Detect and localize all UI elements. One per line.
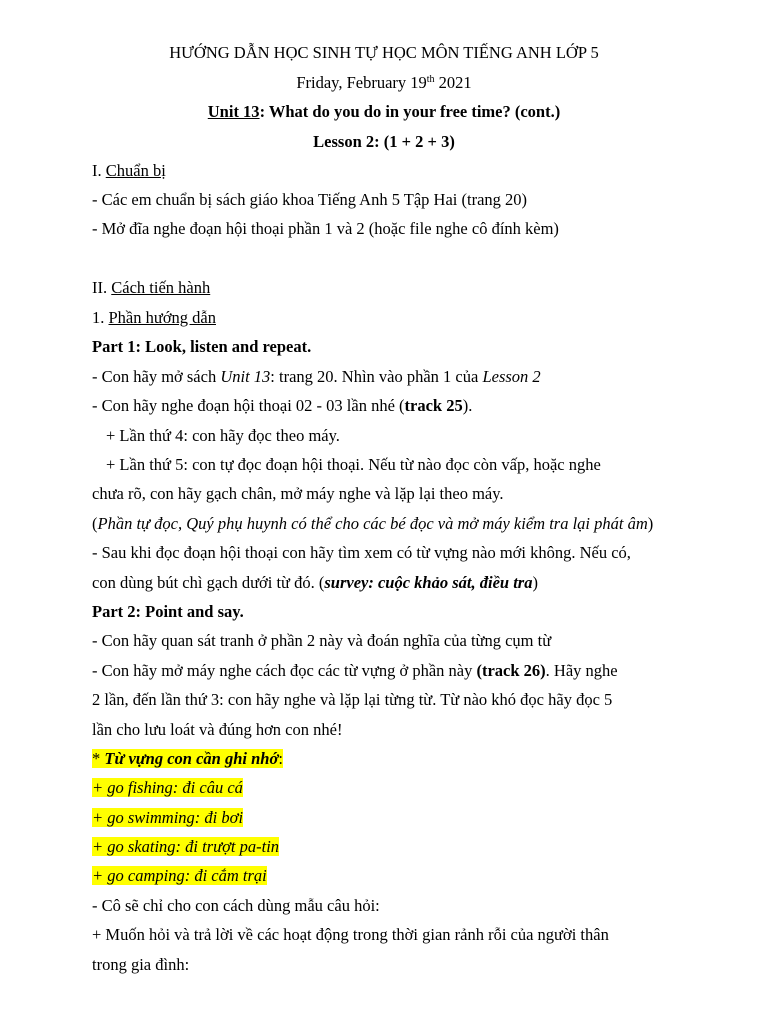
closing-line: trong gia đình: (92, 955, 190, 974)
part-1-line: chưa rõ, con hãy gạch chân, mở máy nghe và lặp lại theo máy. (92, 484, 504, 503)
vocab-item: + go skating: đi trượt pa-tin (92, 837, 280, 856)
vocab-heading: * Từ vựng con cần ghi nhớ: (92, 749, 283, 768)
section-2-heading: II. Cách tiến hành (92, 278, 211, 297)
part-1-line: - Con hãy mở sách Unit 13: trang 20. Nhìn vào phần 1 của Lesson 2 (92, 367, 541, 386)
part-1-line: + Lần thứ 5: con tự đọc đoạn hội thoại. Nếu từ nào đọc còn vấp, hoặc nghe (106, 455, 601, 474)
part-2-heading: Part 2: Point and say. (92, 602, 244, 621)
part-2-line: - Con hãy mở máy nghe cách đọc các từ vựng ở phần này (track 26). Hãy nghe (92, 661, 618, 680)
subsection-heading: 1. Phần hướng dẫn (92, 308, 216, 327)
part-1-line: - Sau khi đọc đoạn hội thoại con hãy tìm xem có từ vựng nào mới không. Nếu có, (92, 543, 631, 562)
part-1-line: + Lần thứ 4: con hãy đọc theo máy. (106, 426, 340, 445)
part-2-line: - Con hãy quan sát tranh ở phần 2 này và đoán nghĩa của từng cụm từ (92, 631, 552, 650)
closing-line: + Muốn hỏi và trả lời về các hoạt động trong thời gian rảnh rỗi của người thân (92, 925, 609, 944)
part-1-heading: Part 1: Look, listen and repeat. (92, 337, 312, 356)
part-2-line: 2 lần, đến lần thứ 3: con hãy nghe và lặp lại từng từ. Từ nào khó đọc hãy đọc 5 (92, 690, 613, 709)
vocab-item: + go fishing: đi câu cá (92, 778, 243, 797)
section-1-item: - Mở đĩa nghe đoạn hội thoại phần 1 và 2 (hoặc file nghe cô đính kèm) (92, 219, 559, 238)
unit-heading: Unit 13: What do you do in your free time? (cont.) (207, 102, 561, 121)
section-1-item: - Các em chuẩn bị sách giáo khoa Tiếng Anh 5 Tập Hai (trang 20) (92, 190, 528, 209)
part-2-line: lần cho lưu loát và đúng hơn con nhé! (92, 720, 343, 739)
vocab-item: + go swimming: đi bơi (92, 808, 244, 827)
lesson-heading: Lesson 2: (1 + 2 + 3) (313, 132, 455, 151)
parent-note: (Phần tự đọc, Quý phụ huynh có thể cho các bé đọc và mở máy kiểm tra lại phát âm) (92, 514, 654, 533)
section-1-heading: I. Chuẩn bị (92, 161, 166, 180)
part-1-line: con dùng bút chì gạch dưới từ đó. (survey: cuộc khảo sát, điều tra) (92, 573, 538, 592)
closing-line: - Cô sẽ chỉ cho con cách dùng mẫu câu hỏi: (92, 896, 380, 915)
document-title: HƯỚNG DẪN HỌC SINH TỰ HỌC MÔN TIẾNG ANH LỚP 5 (169, 43, 599, 62)
lesson-date: Friday, February 19th 2021 (296, 73, 472, 92)
vocab-item: + go camping: đi cắm trại (92, 866, 267, 885)
part-1-line: - Con hãy nghe đoạn hội thoại 02 - 03 lần nhé (track 25). (92, 396, 473, 415)
